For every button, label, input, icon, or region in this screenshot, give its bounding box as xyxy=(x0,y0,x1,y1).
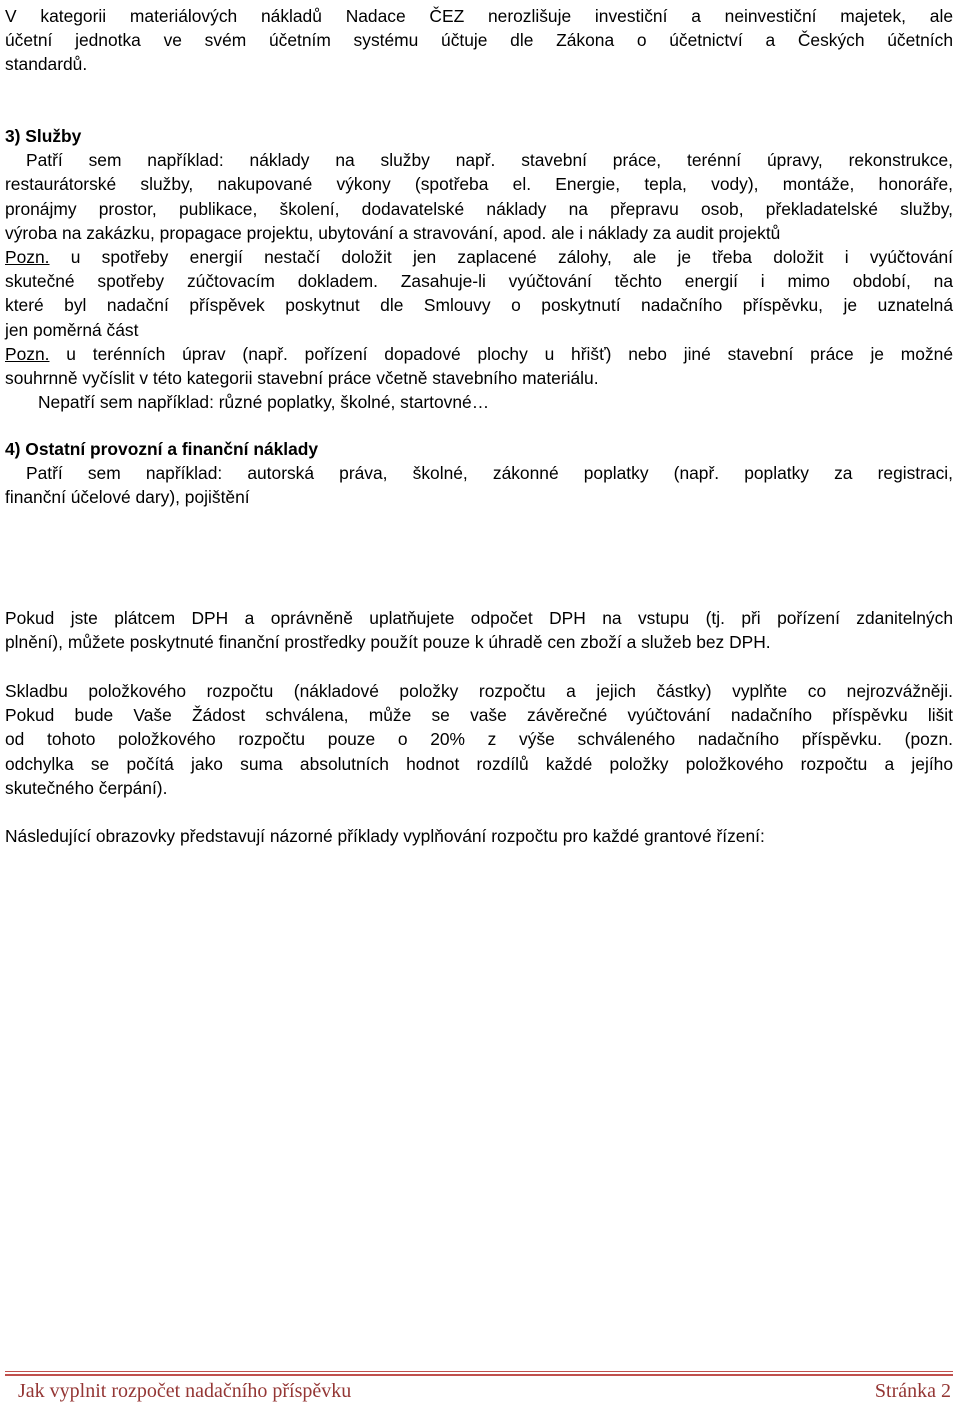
dph-paragraph xyxy=(5,606,953,654)
dph-line: plnění), můžete poskytnuté finanční prostředky použít pouze k úhradě cen zboží a služeb bez DPH. xyxy=(5,632,771,653)
note-label: Pozn. xyxy=(5,343,50,364)
footer-rule xyxy=(5,1371,953,1372)
note-energy-line: skutečné spotřeby zúčtovacím dokladem. Zasahuje-li vyúčtování těchto energií i mimo období, na xyxy=(5,271,953,292)
services-line: restaurátorské služby, nakupované výkony (spotřeba el. Energie, tepla, vody), montáže, honoráře, xyxy=(5,174,953,195)
intro-line: standardů. xyxy=(5,54,88,75)
composition-line: Skladbu položkového rozpočtu (nákladové položky rozpočtu a jejich částky) vyplňte co nejrozvážněji. xyxy=(5,681,953,701)
services-line: výroba na zakázku, propagace projektu, ubytování a stravování, apod. ale i náklady za audit projektů xyxy=(5,222,781,243)
footer-page-number: Stránka 2 xyxy=(874,1380,951,1402)
services-excluded: Nepatří sem například: různé poplatky, školné, startovné… xyxy=(38,392,490,413)
dph-line: Pokud jste plátcem DPH a oprávněně uplatňujete odpočet DPH na vstupu (tj. při pořízení zdanitelných xyxy=(5,608,953,628)
composition-line: Pokud bude Vaše Žádost schválena, může se vaše závěrečné vyúčtování nadačního příspěvku lišit xyxy=(5,705,953,726)
intro-line: účetní jednotka ve svém účetním systému účtuje dle Zákona o účetnictví a Českých účetních xyxy=(5,30,953,51)
other-costs-heading: 4) Ostatní provozní a finanční náklady xyxy=(5,439,319,459)
services-line: pronájmy prostor, publikace, školení, dodavatelské náklady na přepravu osob, překladatelské služby, xyxy=(5,198,953,219)
other-costs-line: finanční účelové dary), pojištění xyxy=(5,487,250,508)
composition-line: od tohoto položkového rozpočtu pouze o 20% z výše schváleného nadačního příspěvku. (pozn. xyxy=(5,729,953,750)
note-energy-line: jen poměrná část xyxy=(5,319,139,340)
note-energy-line xyxy=(5,245,953,269)
note-terrain-line xyxy=(5,342,953,366)
intro-line: V kategorii materiálových nákladů Nadace ČEZ nerozlišuje investiční a neinvestiční majetek, ale xyxy=(5,6,953,26)
note-label: Pozn. xyxy=(5,247,50,268)
note-terrain-line: souhrnně vyčíslit v této kategorii stavební práce včetně stavebního materiálu. xyxy=(5,368,599,389)
note-text: u spotřeby energií nestačí doložit jen zaplacené zálohy, ale je třeba doložit i vyúčtování xyxy=(49,247,953,268)
services-heading: 3) Služby xyxy=(5,126,82,146)
note-energy-line: které byl nadační příspěvek poskytnut dle Smlouvy o poskytnutí nadačního příspěvku, je uznatelná xyxy=(5,295,953,316)
composition-line: odchylka se počítá jako suma absolutních hodnot rozdílů každé položky položkového rozpočtu a jejího xyxy=(5,753,953,774)
intro-paragraph xyxy=(5,4,953,77)
other-costs-section xyxy=(5,437,953,510)
following-paragraph xyxy=(5,824,953,848)
services-line: Patří sem například: náklady na služby např. stavební práce, terénní úpravy, rekonstrukce, xyxy=(26,150,953,171)
composition-paragraph xyxy=(5,679,953,800)
footer-title: Jak vyplnit rozpočet nadačního příspěvku xyxy=(18,1380,352,1402)
following-line: Následující obrazovky představují názorné příklady vyplňování rozpočtu pro každé grantové řízení: xyxy=(5,826,765,846)
composition-line: skutečného čerpání). xyxy=(5,777,168,798)
note-text: u terénních úprav (např. pořízení dopadové plochy u hřišť) nebo jiné stavební práce je možné xyxy=(49,343,953,364)
other-costs-line: Patří sem například: autorská práva, školné, zákonné poplatky (např. poplatky za registraci, xyxy=(26,463,953,484)
footer-rule xyxy=(5,1374,953,1376)
services-section xyxy=(5,124,953,414)
